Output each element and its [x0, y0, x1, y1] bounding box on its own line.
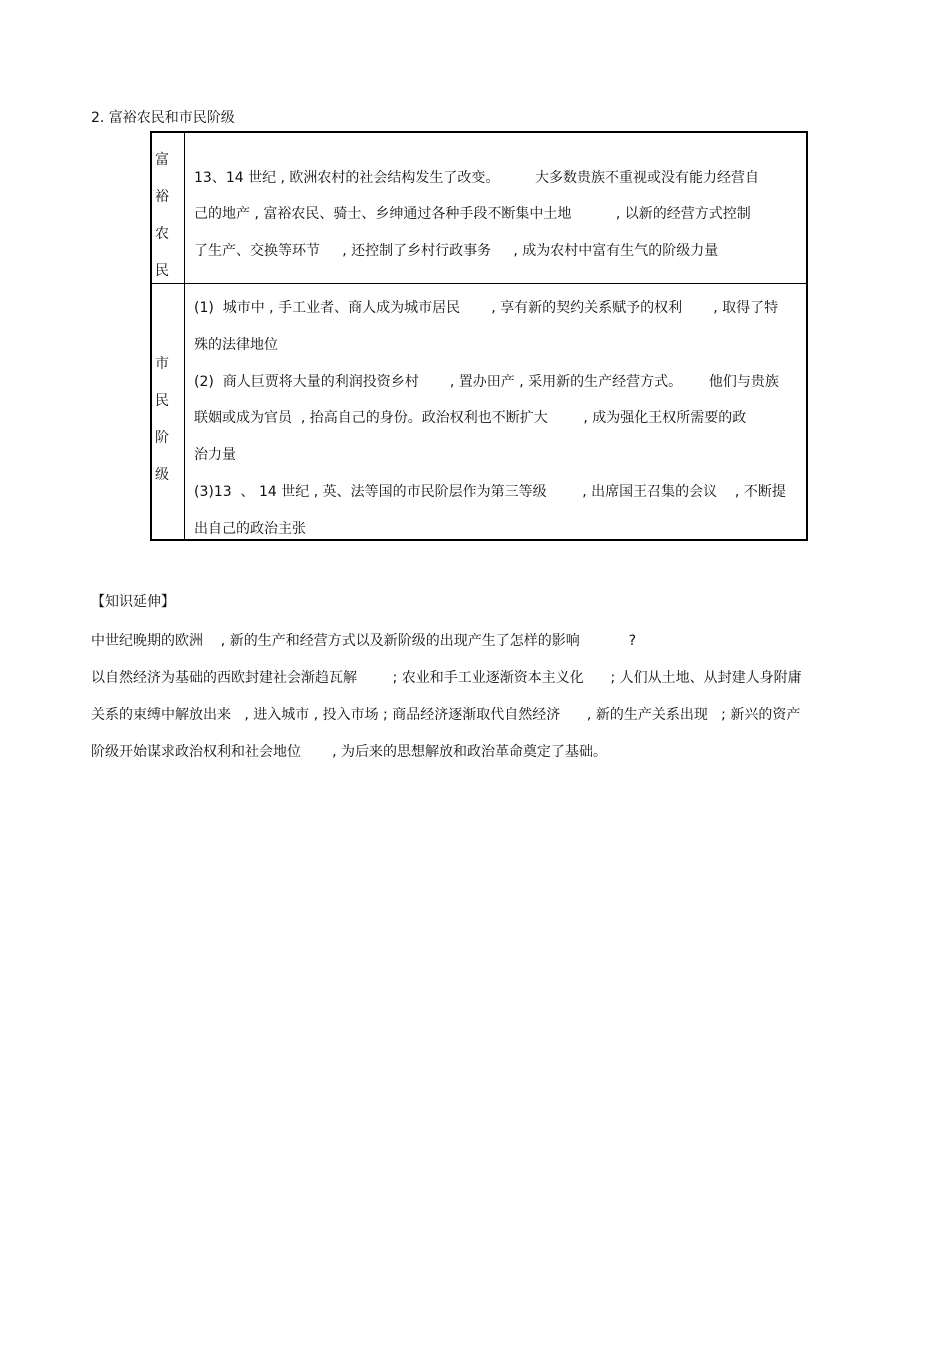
content-line: 殊的法律地位 — [194, 337, 278, 353]
row-label-cell — [152, 133, 185, 283]
row-label: 富 裕 农 民 — [155, 152, 169, 279]
table-row-rich-peasants — [152, 133, 806, 284]
extension-title: 【知识延伸】 — [91, 594, 175, 610]
row-content-cell — [194, 284, 796, 539]
content-line: 出自己的政治主张 — [194, 521, 306, 537]
table-row-burghers — [152, 284, 806, 539]
content-line: 己的地产 , 富裕农民、骑士、乡绅通过各种手段不断集中土地 , 以新的经营方式控制 — [194, 206, 751, 222]
content-line: 联姻或成为官员 , 抬高自己的身份。政治权利也不断扩大 , 成为强化王权所需要的政 — [194, 410, 747, 426]
row-content-cell — [194, 133, 796, 283]
row-label: 市 民 阶 级 — [155, 356, 169, 483]
extension-question: 中世纪晚期的欧洲 , 新的生产和经营方式以及新阶级的出现产生了怎样的影响 ? — [91, 633, 637, 649]
content-line: 13、14 世纪 , 欧洲农村的社会结构发生了改变。 大多数贵族不重视或没有能力经营自 — [194, 170, 760, 186]
content-line: 治力量 — [194, 447, 236, 463]
content-line: (1) 城市中 , 手工业者、商人成为城市居民 , 享有新的契约关系赋予的权利 , 取得了特 — [194, 300, 779, 316]
extension-answer-line: 阶级开始谋求政治权利和社会地位 , 为后来的思想解放和政治革命奠定了基础。 — [91, 744, 608, 760]
row-label-cell — [152, 284, 185, 539]
extension-answer-line: 关系的束缚中解放出来 , 进入城市 , 投入市场 ; 商品经济逐渐取代自然经济 , 新的生产关系出现 ; 新兴的资产 — [91, 707, 801, 723]
content-line: 了生产、交换等环节 , 还控制了乡村行政事务 , 成为农村中富有生气的阶级力量 — [194, 243, 719, 259]
content-line: (2) 商人巨贾将大量的利润投资乡村 , 置办田产 , 采用新的生产经营方式。 他们与贵族 — [194, 374, 779, 390]
section-heading: 2. 富裕农民和市民阶级 — [91, 110, 235, 126]
content-line: (3)13 、 14 世纪 , 英、法等国的市民阶层作为第三等级 , 出席国王召集的会议 , 不断提 — [194, 484, 786, 500]
extension-answer-line: 以自然经济为基础的西欧封建社会渐趋瓦解 ; 农业和手工业逐渐资本主义化 ; 人们从土地、从封建人身附庸 — [91, 670, 802, 686]
info-table — [150, 131, 808, 541]
